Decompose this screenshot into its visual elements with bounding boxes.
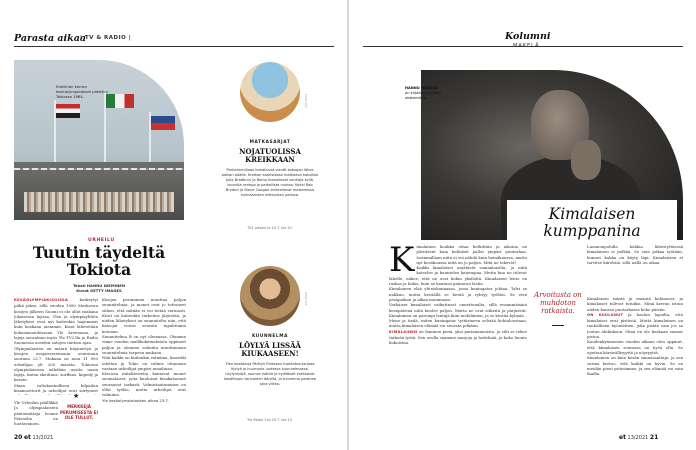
photo-caption: Edellinen kerran keskiolympialaiset pidettiin Tokiossa 1964. (56, 84, 108, 99)
radio-drama-broadcast-info: Yle Radio 1 to 29.7. klo 15. (247, 418, 293, 422)
column-paragraph: Mene ja tiedä, miten kuningatar tyttärineen selviää kohtaloostaan, mutta kimalaisen elämää voi seurata pitkään. (389, 318, 527, 329)
magazine-brand: et (23, 434, 31, 441)
column-paragraph: on ihminen pieni, yksi pariaminnoista, ja silti se tekee tärkeää työtä. Sen avulla saamme marjoja ja hedelmiä, ja koko luonto kukoistaa. (389, 328, 527, 346)
pull-quote: Arvoitusta on muhdoton ratkaista. (534, 291, 582, 315)
column-headline: Kimalaisen kumppanina (507, 200, 677, 240)
dropcap: K (389, 244, 415, 280)
column-subhead: ON KUULUNUT (587, 312, 624, 317)
byline-photos: Kuvat GETTY IMAGES (76, 288, 122, 293)
radio-drama-photo (240, 266, 300, 326)
star-icon: ★ (73, 392, 80, 400)
broadcast-info: Yle kesäolympialaisten alkaa 23.7. (102, 397, 170, 403)
article-paragraph: Olympialaisten on määrä käynnistyä ja kisojen avajaisseremonia seurataan suorana 23.7. Mukana on noin 11 000 urheilijaa yli 200 maasta. Tokiossa olympialaisissa nähdään useita uusia lajeja, kuten skeittaus, surffaus, kiipeily ja karate. (14, 345, 98, 383)
article-lead: KESÄOLYMPIAKISOISSA (14, 298, 69, 302)
radio-drama-kicker: KUUNNELMA (251, 334, 289, 339)
section-title: Parasta aikaa (14, 33, 87, 44)
photo-credit: KUVA YLE (304, 292, 308, 306)
pull-quote-rule (552, 325, 564, 326)
right-page (349, 0, 696, 450)
issue-number: 13/2021 (32, 435, 54, 441)
portrait-caption-text: on kirjailija ja tuleva akatemikko. (405, 90, 442, 100)
travel-broadcast-info: TV1 alkaen to 15.7. klo 20. (247, 226, 293, 230)
photo-credit: KUVA YLE (304, 94, 308, 108)
column-text-2b (587, 296, 683, 434)
column-paragraph: imalainen koukku ottaa hetkittäin ja aikoina ne pörräävät kuin keltaiset pallot ympäri puutarhaa. Isoimmillaan niitä ei voi nähdä kuin heinäkuussa, mutta nyt kesäkuussa niitä on jo paljon. Mitä ne tekevät? (416, 244, 527, 265)
page-folio (619, 434, 658, 441)
radio-drama-body: Ylen kesäsarja Pärttyli Rintasen tuotantoa tarjoaa löylyä ja huumoria uudessa kuunnelmassa. Löylynlyöjä, saunan isäntä ja kyläläiset kohtaavat kesäiltojen tarinoiden äärellä, ja tunnelma paranee joka viikko. (224, 362, 316, 386)
article-paragraph: Suunnitelma B on nyt olemassa. Olemme viime vuoden mallikokemuksista oppineet paljon ja olemme valmiita muuttamaan suunnitelmia tarpeen mukaan. (102, 334, 186, 355)
column-paragraph: Luonnonpolulla kukkia lähestyttäessä kimalainen ei pelkää. Se vain jatkaa työtään, kunnes kukka on käyty läpi. Kimalaisten ei tarvitse kiirehtiä, sillä niillä on aikaa. (587, 244, 683, 265)
column-paragraph: Kimalainen elää yhteiskunnassa, jossa kuningatar johtaa. Talvi se nukkuu, mutta keväällä se herää ja ryhtyy työhön. Se etsii pesäpaikan ja alkaa munimaan. (389, 286, 527, 302)
column-title: Kolumni (505, 31, 551, 42)
article-column-2 (102, 297, 186, 429)
section-subtitle: | TV & RADIO | (80, 35, 132, 41)
travel-kicker: MATKASARJAT (249, 140, 291, 145)
left-page (0, 0, 347, 450)
header-rule (14, 46, 334, 47)
travel-series-photo (240, 62, 300, 122)
page-number: 21 (649, 434, 659, 441)
article-paragraph: keskeytyi pitkä jakso, sillä vuoden 1980 Moskovan kisojen jälkeen Suomi ei ole ollut mukana jokaisessa lajissa. Ylen ja olympiayhtiön lähetykset ovat nyt kuitenkin laajemmat kuin koskaan aiemmin. Kisat lähetetään kokonaisuudessaan Yle Areenassa, ja lajeja seurataan myös Yle TV2:lla ja Radio Suomessa useiden satojen tuntien ajan. (14, 297, 98, 346)
radio-drama-title: LÖYLYÄ LISSÄÄ KIUKAASEEN! (239, 341, 301, 358)
portrait-caption-name: HANNU MÄKELÄ (405, 86, 438, 90)
portrait-caption (405, 86, 445, 100)
travel-body: Parhaimmillaan lomakuvat vievät katsojan lähes paikan päälle. Kreikan saaristossa matkaava kaksikko Julia Bradbury ja Roma ihastelevat vanhoja kyliä, kauniita rantoja ja paikallista ruokaa. Kokki Rob Brydon ja Steve Coogan seikkailevat maisemissa kulinaaristen elämysten parissa. (221, 168, 319, 197)
article-byline (14, 283, 184, 293)
column-paragraph: ja koulun lapsilta, että kimalaiset ovat pistäviä. Mutta kimalainen on rauhallinen hyönteinen, joka pistää vain jos se joutuu ahdinkoon. Minä en ole koskaan saanut pistoa. (587, 311, 683, 340)
travel-title: NOJATUOLISSA KREIKKAAN (239, 147, 301, 164)
article-paragraph: Kisojen peruminen muuttaa paljon suunnitelmia, ja monet ovat jo tottuneet siihen, että mitään ei voi tietää varmasti. Kisat on kuitenkin tarkoitus järjestää, ja niiden lähetykset on suunniteltu niin, että katsojat voivat seurata tapahtumia kotoaan. (102, 297, 186, 334)
column-text-2a (587, 244, 683, 294)
column-text-1 (389, 244, 527, 434)
portrait-hand (571, 140, 601, 180)
article-paragraph: Niin kaikki on kuitenkin valmiina, kisaväki odottaa ja Tokio on valmis ottamaan vastaan urheilijat ympäri maailmaa. (102, 355, 186, 371)
column-paragraph: Kimalaisen isäntä ja emäntä kohtaavat, ja kimalaiset tulevat tutuiksi. Minä kerran istuin niiden kanssa puutarhassa koko päivän. (587, 296, 683, 312)
header-rule (363, 46, 683, 47)
article-kicker: URHEILU (88, 238, 115, 243)
article-title: Tuutin täydeltä Tokiota (32, 243, 166, 279)
article-column-1 (14, 297, 98, 395)
crowd (24, 192, 174, 212)
page-number: 20 (14, 434, 23, 441)
column-paragraph: Kaikki kimalaiset näyttävät samanlaisilta, ja niitä katselee ja kuuntelee kauempaa. Mutta kun ne tulevat lähelle, näkee, että ne ovat kukin yksilöitä. Kimalaisen lento on raskas ja hidas, kuin se kantaisi painavaa lastia. (389, 265, 527, 287)
issue-number: 13/2021 (627, 435, 649, 441)
column-paragraph: Kuudenkymmenen vuoden aikana olen oppinut, että kimalaisen seurassa on hyvä olla. Se opettaa kärsivällisyyttä ja nöyryyttä. (587, 339, 683, 355)
side-quote: MERKKEJÄ PERUMISESTA EI OLE TULLUT. (60, 404, 98, 420)
article-paragraph: Yle Urheilun päällikkö Ja olympialaisten päätoimittaja Ivonne Palonelia on luottavainen. (14, 400, 58, 427)
column-paragraph: Varhaiset kimalaiset vaikuttavat onnettomilta, sillä ensimmäisinä kesäpäivinä niitä kuolee paljon. Mutta ne ovat sitkeitä ja pärjäävät. Kimalainen on parempi lentäjä kuin mehiläinen, ja se kestää kylmää. (389, 302, 527, 318)
flag (56, 104, 80, 118)
column-subhead: KIMALAINEN (389, 329, 418, 334)
article-paragraph: Kisoissa mitalitoiveita kantavat monet suomalaiset, joita kuuluisat kisakatsomot seuraavat tarkasti. Valmistautuminen on ollut työläs, mutta urheilijat ovat valmiina. (102, 371, 186, 398)
article-paragraph: Maan valtakunnallisen kilpailun kisamoottorit ja urheilijat ovat siirtyneet (14, 382, 98, 394)
article-column-1b (14, 400, 58, 432)
magazine-brand: et (619, 434, 626, 441)
byline-text: Teksti HANNU NIEMINEN (72, 283, 126, 288)
column-paragraph: Kimalainen on kuin kesän sanansaattaja, ja sen surina kertoo, että kaikki on hyvin. Se on meidän pieni ystävämme, ja sen elämää voi vain ihailla. (587, 355, 683, 377)
flag (151, 116, 175, 130)
page-folio (14, 434, 53, 441)
